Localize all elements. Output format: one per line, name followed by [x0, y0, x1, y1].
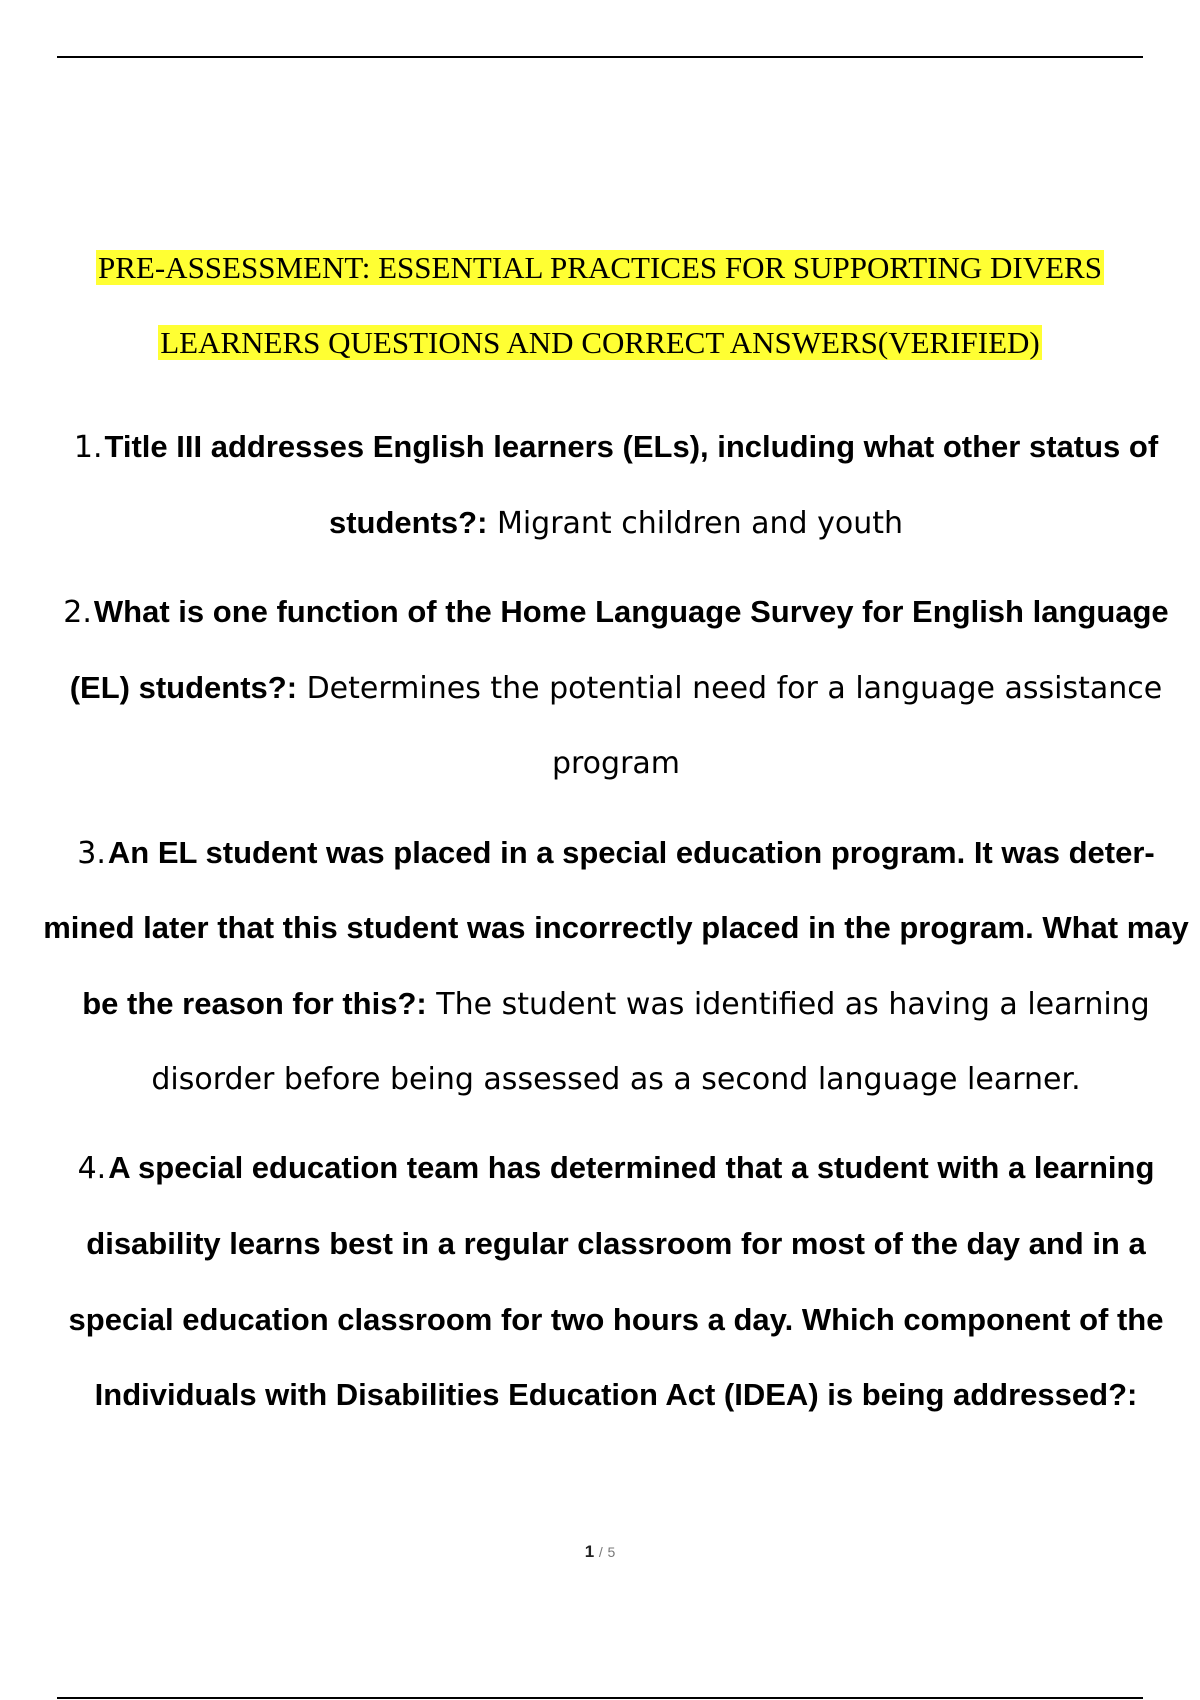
- question-list: [36, 410, 1196, 1448]
- question-item-1: [36, 410, 1196, 561]
- question-number: 3.: [77, 835, 106, 871]
- bottom-rule: [57, 1697, 1143, 1699]
- total-pages: 5: [607, 1544, 616, 1560]
- title-highlight: LEARNERS QUESTIONS AND CORRECT ANSWERS(VERIFIED): [160, 325, 1040, 360]
- question-text: A special education team has determined that a student with a learning disability learns best in a regular classroom for most of the day and in a special education classroom for two hours a day. Which component of the Individuals with Disabilities Education Act (IDEA) is being addressed?:: [68, 1150, 1164, 1413]
- question-text: What is one function of the Home Language Survey for English language (EL) students?:: [69, 594, 1169, 706]
- answer-text: The student was identified as having a learning disorder before being assessed as a second language learner.: [151, 986, 1150, 1097]
- question-number: 1.: [73, 430, 103, 465]
- question-item-3: [36, 816, 1196, 1118]
- document-title-line-1: [0, 249, 1200, 287]
- page-indicator: [0, 1542, 1200, 1562]
- question-item-2: [36, 575, 1196, 801]
- answer-text: Migrant children and youth: [487, 505, 904, 541]
- question-number: 2.: [63, 595, 92, 631]
- top-rule: [57, 56, 1143, 58]
- page-separator: /: [598, 1544, 603, 1560]
- question-text: An EL student was placed in a special education program. It was deter- mined later that this student was incorrectly placed in the program. What may be the reason for this?:: [43, 834, 1189, 1021]
- answer-text: Determines the potential need for a language assistance program: [297, 671, 1163, 781]
- current-page-number: 1: [584, 1542, 595, 1561]
- question-number: 4.: [77, 1151, 107, 1187]
- title-highlight: PRE-ASSESSMENT: ESSENTIAL PRACTICES FOR SUPPORTING DIVERS: [98, 250, 1102, 285]
- question-text: Title III addresses English learners (ELs), including what other status of students?:: [104, 429, 1159, 540]
- question-item-4: [36, 1131, 1196, 1434]
- document-title-line-2: [0, 324, 1200, 362]
